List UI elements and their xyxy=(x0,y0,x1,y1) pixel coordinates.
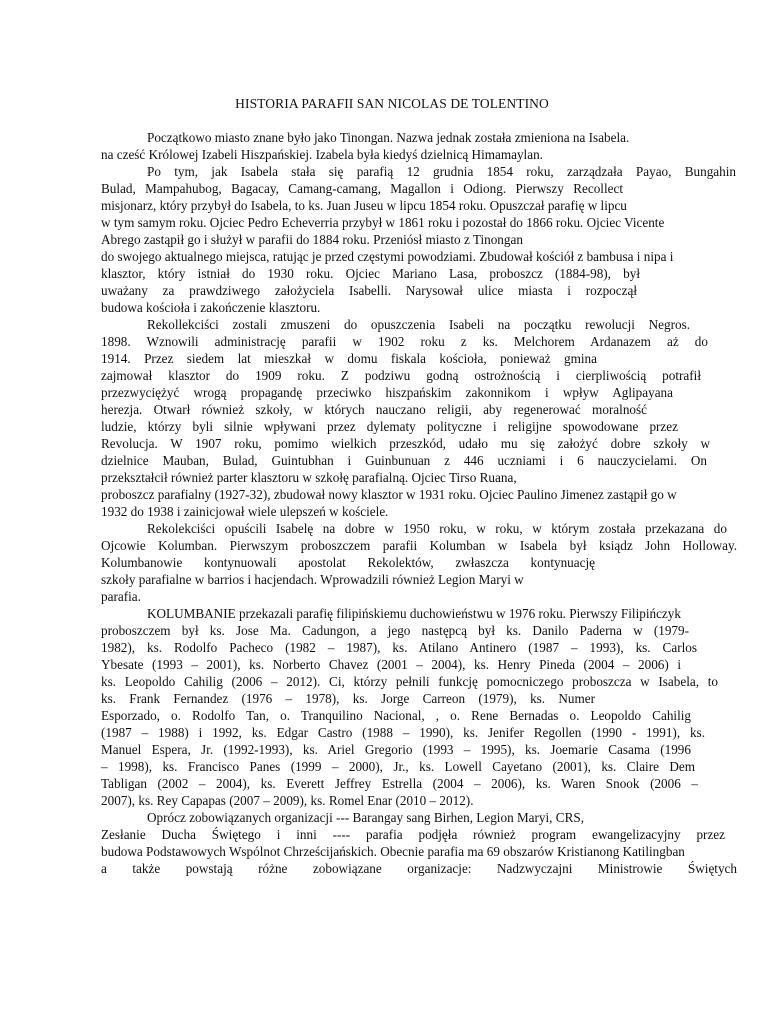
text-line: Manuel Espera, Jr. (1992-1993), ks. Ariel Gregorio (1993 – 1995), ks. Joemarie Casama (1996 xyxy=(101,742,691,757)
text-line: Esporzado, o. Rodolfo Tan, o. Tranquilino Nacional, , o. Rene Bernadas o. Leopoldo Cahilig xyxy=(101,708,691,723)
text-line: przekształcił również parter klasztoru w szkołę parafialną. Ojciec Tirso Ruana, xyxy=(101,470,517,485)
text-line: szkoły parafialne w barrios i hacjendach. Wprowadzili również Legion Maryi w xyxy=(101,572,524,587)
text-line: proboszczem był ks. Jose Ma. Cadungon, a jego następcą był ks. Danilo Paderna w (1979- xyxy=(101,623,689,638)
text-line: w tym samym roku. Ojciec Pedro Echeverria przybył w 1861 roku i pozostał do 1866 roku. Ojciec Vicente xyxy=(101,215,665,230)
text-line: Początkowo miasto znane było jako Tinongan. Nazwa jednak została zmieniona na Isabela. xyxy=(147,130,630,145)
text-line: Po tym, jak Isabela stała się parafią 12 grudnia 1854 roku, zarządzała Payao, Bungahin xyxy=(147,164,736,179)
text-line: Abrego zastąpił go i służył w parafii do 1884 roku. Przeniósł miasto z Tinongan xyxy=(101,232,523,247)
text-line: 1914. Przez siedem lat mieszkał w domu fiskala kościoła, ponieważ gmina xyxy=(101,351,597,366)
text-line: dzielnice Mauban, Bulad, Guintubhan i Guinbunuan z 446 uczniami i 6 nauczycielami. On xyxy=(101,453,707,468)
text-line: 2007), ks. Rey Capapas (2007 – 2009), ks. Romel Enar (2010 – 2012). xyxy=(101,793,474,808)
text-line: Revolucja. W 1907 roku, pomimo wielkich przeszkód, udało mu się założyć dobre szkoły w xyxy=(101,436,710,451)
text-line: misjonarz, który przybył do Isabela, to ks. Juan Juseu w lipcu 1854 roku. Opuszczał parafię w lipcu xyxy=(101,198,627,213)
text-line: Bulad, Mampahubog, Bagacay, Camang-camang, Magallon i Odiong. Pierwszy Recollect xyxy=(101,181,623,196)
text-line: ks. Frank Fernandez (1976 – 1978), ks. Jorge Carreon (1979), ks. Numer xyxy=(101,691,595,706)
text-line: (1987 – 1988) i 1992, ks. Edgar Castro (1988 – 1990), ks. Jenifer Regollen (1990 - 1991), ks. xyxy=(101,725,705,740)
text-line: Zesłanie Ducha Świętego i inni ---- parafia podjęła również program ewangelizacyjny przez xyxy=(101,827,725,842)
text-line: 1898. Wznowili administrację parafii w 1902 roku z ks. Melchorem Ardanazem aż do xyxy=(101,334,708,349)
text-line: a także powstają różne zobowiązane organizacje: Nadzwyczajni Ministrowie Świętych xyxy=(101,861,737,876)
text-line: 1932 do 1938 i zainicjował wiele ulepszeń w kościele. xyxy=(101,504,389,519)
text-line: klasztor, który istniał do 1930 roku. Ojciec Mariano Lasa, proboszcz (1884-98), był xyxy=(101,266,640,281)
text-line: ludzie, którzy byli silnie wpływani przez dylematy polityczne i religijne spowodowane przez xyxy=(101,419,678,434)
text-line: Kolumbanowie kontynuowali apostolat Rekolektów, zwłaszcza kontynuację xyxy=(101,555,595,570)
text-line: Ojcowie Kolumban. Pierwszym proboszczem parafii Kolumban w Isabela był ksiądz John Holloway. xyxy=(101,538,737,553)
text-line: do swojego aktualnego miejsca, ratując je przed częstymi powodziami. Zbudował kościół z bambusa i nipa i xyxy=(101,249,674,264)
text-line: Rekollekciści zostali zmuszeni do opuszczenia Isabeli na początku rewolucji Negros. xyxy=(147,317,690,332)
text-line: na cześć Królowej Izabeli Hiszpańskiej. Izabela była kiedyś dzielnicą Himamaylan. xyxy=(101,147,543,162)
text-line: 1982), ks. Rodolfo Pacheco (1982 – 1987), ks. Atilano Antinero (1987 – 1993), ks. Carlos xyxy=(101,640,697,655)
text-line: uważany za prawdziwego założyciela Isabelli. Narysował ulice miasta i rozpoczął xyxy=(101,283,637,298)
text-line: budowa Podstawowych Wspólnot Chrześcijańskich. Obecnie parafia ma 69 obszarów Kristianong Katilingban xyxy=(101,844,685,859)
text-line: ks. Leopoldo Cahilig (2006 – 2012). Ci, którzy pełnili funkcję pomocniczego proboszcza w Isabela, to xyxy=(101,674,718,689)
text-line: przezwyciężyć wrogą propagandę przeciwko hiszpańskim zakonnikom i wpływ Aglipayana xyxy=(101,385,673,400)
text-line: herezja. Otwarł również szkoły, w których nauczano religii, aby regenerować moralność xyxy=(101,402,647,417)
text-line: parafia. xyxy=(101,589,141,604)
text-line: Ybesate (1993 – 2001), ks. Norberto Chavez (2001 – 2004), ks. Henry Pineda (2004 – 2006) i xyxy=(101,657,681,672)
text-line: Oprócz zobowiązanych organizacji --- Barangay sang Birhen, Legion Maryi, CRS, xyxy=(147,810,585,825)
text-line: zajmował klasztor do 1909 roku. Z podziwu godną ostrożnością i cierpliwością potrafił xyxy=(101,368,701,383)
text-line: – 1998), ks. Francisco Panes (1999 – 2000), Jr., ks. Lowell Cayetano (2001), ks. Claire Dem xyxy=(101,759,695,774)
text-line: Rekolekciści opuścili Isabelę na dobre w 1950 roku, w roku, w którym została przekazana do xyxy=(147,521,727,536)
text-line: budowa kościoła i zakończenie klasztoru. xyxy=(101,300,321,315)
document-title: HISTORIA PARAFII SAN NICOLAS DE TOLENTINO xyxy=(235,96,549,111)
text-line: proboszcz parafialny (1927-32), zbudował nowy klasztor w 1931 roku. Ojciec Paulino Jimenez zastąpił go w xyxy=(101,487,677,502)
text-line: KOLUMBANIE przekazali parafię filipińskiemu duchowieństwu w 1976 roku. Pierwszy Filipińczyk xyxy=(147,606,681,621)
text-line: Tabligan (2002 – 2004), ks. Everett Jeffrey Estrella (2004 – 2006), ks. Waren Snook (2006 – xyxy=(101,776,698,791)
